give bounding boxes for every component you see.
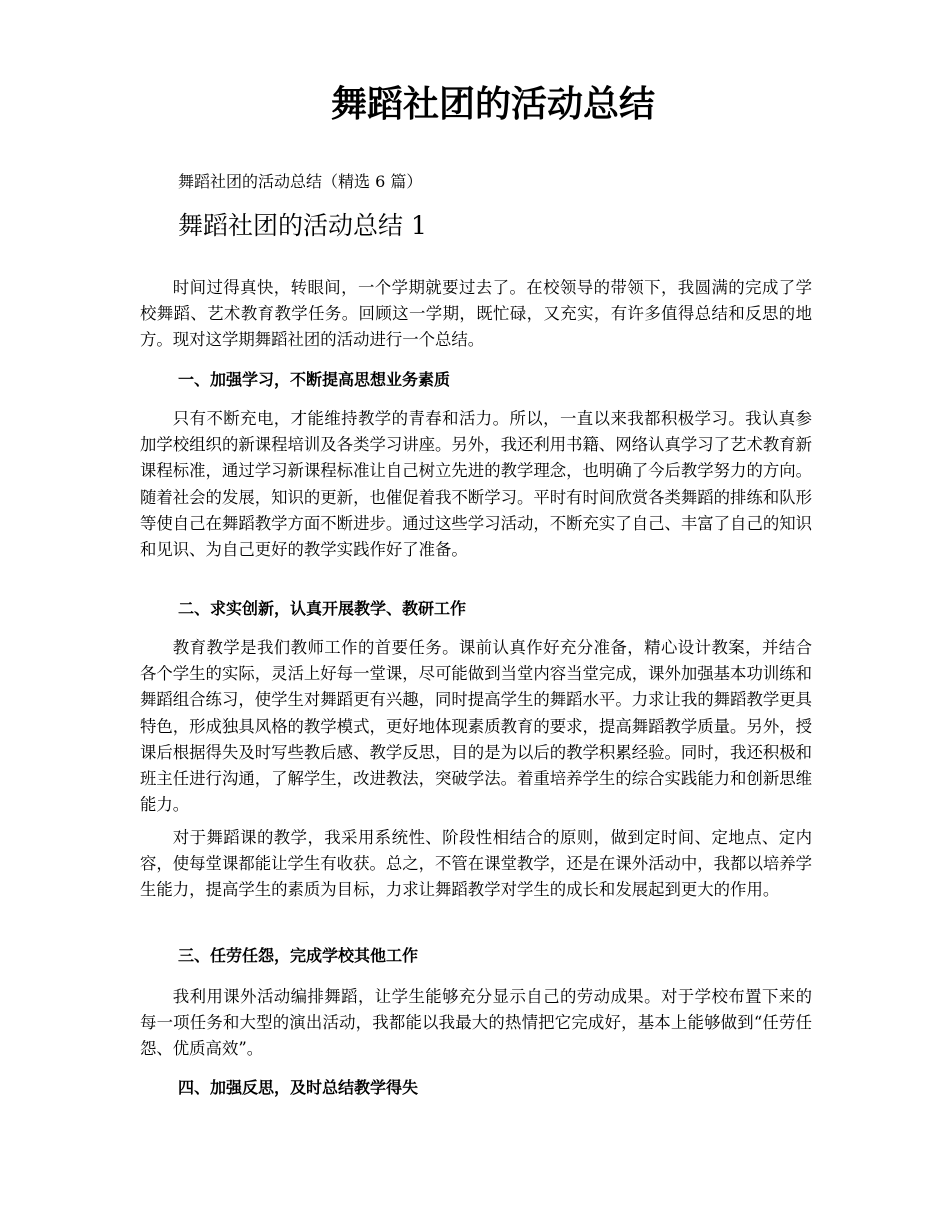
subheading: 二、求实创新，认真开展教学、教研工作 (178, 599, 467, 618)
subheading: 一、加强学习，不断提高思想业务素质 (178, 370, 451, 389)
subheading: 三、任劳任怨，完成学校其他工作 (178, 946, 419, 965)
paragraph-block (140, 406, 812, 563)
paragraph: 我利用课外活动编排舞蹈，让学生能够充分显示自己的劳动成果。对于学校布置下来的每一项任务和大型的演出活动，我都能以我最大的热情把它完成好，基本上能够做到“任劳任怨、优质高效”。 (140, 987, 812, 1059)
paragraph-block (140, 984, 812, 1063)
paragraph: 对于舞蹈课的教学，我采用系统性、阶段性相结合的原则，做到定时间、定地点、定内容，使每堂课都能让学生有收获。总之，不管在课堂教学，还是在课外活动中，我都以培养学生能力，提高学生的素质为目标，力求让舞蹈教学对学生的成长和发展起到更大的作用。 (140, 828, 813, 900)
paragraph: 教育教学是我们教师工作的首要任务。课前认真作好充分准备，精心设计教案，并结合各个学生的实际，灵活上好每一堂课，尽可能做到当堂内容当堂完成，课外加强基本功训练和舞蹈组合练习，使学生对舞蹈更有兴趣，同时提高学生的舞蹈水平。力求让我的舞蹈教学更具特色，形成独具风格的教学模式，更好地体现素质教育的要求，提高舞蹈教学质量。另外，授课后根据得失及时写些教后感、教学反思，目的是为以后的教学积累经验。同时，我还积极和班主任进行沟通，了解学生，改进教法，突破学法。着重培养学生的综合实践能力和创新思维能力。 (140, 638, 813, 815)
paragraph: 时间过得真快，转眼间，一个学期就要过去了。在校领导的带领下，我圆满的完成了学校舞蹈、艺术教育教学任务。回顾这一学期，既忙碌，又充实，有许多值得总结和反思的地方。现对这学期舞蹈社团的活动进行一个总结。 (140, 278, 812, 350)
paragraph-block (140, 825, 812, 904)
paragraph: 只有不断充电，才能维持教学的青春和活力。所以，一直以来我都积极学习。我认真参加学校组织的新课程培训及各类学习讲座。另外，我还利用书籍、网络认真学习了艺术教育新课程标准，通过学习新课程标准让自己树立先进的教学理念，也明确了今后教学努力的方向。随着社会的发展，知识的更新，也催促着我不断学习。平时有时间欣赏各类舞蹈的排练和队形等使自己在舞蹈教学方面不断进步。通过这些学习活动，不断充实了自己、丰富了自己的知识和见识、为自己更好的教学实践作好了准备。 (140, 409, 813, 560)
intro-paragraph-block (140, 275, 812, 354)
subheading: 四、加强反思，及时总结教学得失 (178, 1078, 419, 1097)
document-title: 舞蹈社团的活动总结 (330, 83, 655, 125)
section-heading: 舞蹈社团的活动总结 1 (178, 211, 427, 240)
document-subtitle: 舞蹈社团的活动总结（精选 6 篇） (178, 172, 423, 191)
paragraph-block (140, 635, 812, 818)
